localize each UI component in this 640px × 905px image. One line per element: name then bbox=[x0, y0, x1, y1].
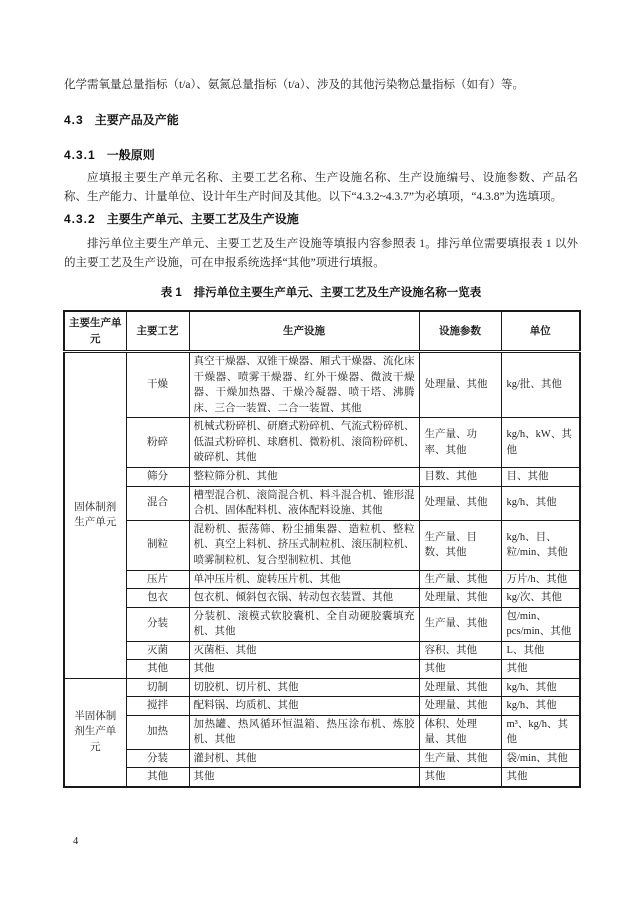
cell-process: 其他 bbox=[126, 768, 189, 787]
cell-equipment: 加热罐、热风循环恒温箱、热压涂布机、炼胶机、其他 bbox=[189, 715, 419, 749]
cell-params: 体积、处理量、其他 bbox=[419, 715, 501, 749]
cell-unit: kg/h、目、粒/min、其他 bbox=[501, 520, 580, 570]
cell-equipment: 槽型混合机、滚筒混合机、料斗混合机、锥形混合机、固体配料机、液体配料设施、其他 bbox=[189, 486, 419, 520]
cell-unit: kg/次、其他 bbox=[501, 589, 580, 608]
table-row bbox=[64, 589, 580, 608]
cell-params: 其他 bbox=[419, 660, 501, 679]
cell-production-unit: 半固体制剂生产单元 bbox=[64, 678, 126, 787]
heading-4-3-1 bbox=[64, 147, 578, 163]
heading-4-3-1-title: 一般原则 bbox=[106, 148, 155, 162]
cell-process: 分装 bbox=[126, 607, 189, 641]
cell-equipment: 包衣机、倾斜包衣锅、转动包衣装置、其他 bbox=[189, 589, 419, 608]
heading-4-3-1-number: 4.3.1 bbox=[64, 148, 96, 162]
column-header-process: 主要工艺 bbox=[126, 311, 189, 352]
cell-params: 处理量、其他 bbox=[419, 678, 501, 697]
cell-equipment: 灭菌柜、其他 bbox=[189, 641, 419, 660]
cell-production-unit: 固体制剂生产单元 bbox=[64, 352, 126, 679]
heading-4-3-number: 4.3 bbox=[64, 113, 84, 127]
cell-process: 制粒 bbox=[126, 520, 189, 570]
cell-equipment: 灌封机、其他 bbox=[189, 749, 419, 768]
cell-process: 灭菌 bbox=[126, 641, 189, 660]
cell-unit: 目、其他 bbox=[501, 468, 580, 487]
heading-4-3-title: 主要产品及产能 bbox=[94, 113, 179, 127]
cell-process: 包衣 bbox=[126, 589, 189, 608]
cell-equipment: 其他 bbox=[189, 660, 419, 679]
paragraph-4-3-2: 排污单位主要生产单元、主要工艺及生产设施等填报内容参照表 1。排污单位需要填报表 1 以外的主要工艺及生产设施，可在申报系统选择“其他”项进行填报。 bbox=[64, 238, 578, 269]
cell-process: 筛分 bbox=[126, 468, 189, 487]
table-caption-label: 表 1 bbox=[160, 287, 182, 299]
heading-4-3-2-number: 4.3.2 bbox=[64, 212, 96, 226]
cell-unit: m³、kg/h、其他 bbox=[501, 715, 580, 749]
table-caption bbox=[64, 285, 578, 301]
page-number: 4 bbox=[73, 836, 79, 847]
cell-params: 其他 bbox=[419, 768, 501, 787]
cell-unit: L、其他 bbox=[501, 641, 580, 660]
cell-equipment: 切胶机、切片机、其他 bbox=[189, 678, 419, 697]
cell-equipment: 其他 bbox=[189, 768, 419, 787]
cell-process: 混合 bbox=[126, 486, 189, 520]
cell-process: 分装 bbox=[126, 749, 189, 768]
table-row bbox=[64, 749, 580, 768]
paragraph-4-3-1: 应填报主要生产单元名称、主要工艺名称、生产设施名称、生产设施编号、设施参数、产品名称、生产能力、计量单位、设计年生产时间及其他。以下“4.3.2~4.3.7”为必填项，“4.3.8”为选填项。 bbox=[64, 172, 578, 203]
cell-unit: kg/h、其他 bbox=[501, 697, 580, 716]
cell-equipment: 单冲压片机、旋转压片机、其他 bbox=[189, 570, 419, 589]
cell-equipment: 机械式粉碎机、研磨式粉碎机、气流式粉碎机、低温式粉碎机、球磨机、微粉机、滚筒粉碎机、破碎机、其他 bbox=[189, 418, 419, 468]
cell-unit: kg/h、其他 bbox=[501, 486, 580, 520]
table-caption-title: 排污单位主要生产单元、主要工艺及生产设施名称一览表 bbox=[193, 287, 482, 299]
intro-paragraph: 化学需氧量总量指标（t/a）、氨氮总量指标（t/a）、涉及的其他污染物总量指标（如有）等。 bbox=[64, 79, 524, 91]
cell-unit: kg/h、kW、其他 bbox=[501, 418, 580, 468]
cell-equipment: 混粉机、振荡筛、粉尘捕集器、造粒机、整粒机、真空上料机、挤压式制粒机、滚压制粒机、喷雾制粒机、复合型制粒机、其他 bbox=[189, 520, 419, 570]
cell-params: 处理量、其他 bbox=[419, 352, 501, 418]
cell-process: 加热 bbox=[126, 715, 189, 749]
production-units-table bbox=[63, 310, 581, 788]
table-row bbox=[64, 678, 580, 697]
cell-unit: 万片/h、其他 bbox=[501, 570, 580, 589]
table-header-row bbox=[64, 311, 580, 352]
cell-equipment: 整粒筛分机、其他 bbox=[189, 468, 419, 487]
cell-process: 切制 bbox=[126, 678, 189, 697]
cell-params: 生产量、其他 bbox=[419, 749, 501, 768]
table-row bbox=[64, 352, 580, 418]
cell-params: 生产量、功率、其他 bbox=[419, 418, 501, 468]
heading-4-3 bbox=[64, 112, 578, 128]
cell-params: 目数、其他 bbox=[419, 468, 501, 487]
heading-4-3-2 bbox=[64, 211, 578, 227]
table-row bbox=[64, 520, 580, 570]
column-header-unit: 单位 bbox=[501, 311, 580, 352]
column-header-equipment: 生产设施 bbox=[189, 311, 419, 352]
table-row bbox=[64, 715, 580, 749]
cell-unit: kg/批、其他 bbox=[501, 352, 580, 418]
cell-process: 搅拌 bbox=[126, 697, 189, 716]
cell-process: 其他 bbox=[126, 660, 189, 679]
cell-unit: 其他 bbox=[501, 768, 580, 787]
cell-params: 生产量、其他 bbox=[419, 607, 501, 641]
cell-process: 粉碎 bbox=[126, 418, 189, 468]
table-row bbox=[64, 486, 580, 520]
table-row bbox=[64, 697, 580, 716]
table-row bbox=[64, 641, 580, 660]
cell-params: 生产量、其他 bbox=[419, 570, 501, 589]
cell-params: 处理量、其他 bbox=[419, 697, 501, 716]
cell-params: 处理量、其他 bbox=[419, 486, 501, 520]
cell-params: 处理量、其他 bbox=[419, 589, 501, 608]
cell-unit: 包/min、pcs/min、其他 bbox=[501, 607, 580, 641]
cell-process: 压片 bbox=[126, 570, 189, 589]
table-row bbox=[64, 768, 580, 787]
column-header-main-unit: 主要生产单元 bbox=[64, 311, 126, 352]
heading-4-3-2-title: 主要生产单元、主要工艺及生产设施 bbox=[106, 212, 299, 226]
cell-process: 干燥 bbox=[126, 352, 189, 418]
cell-params: 生产量、目数、其他 bbox=[419, 520, 501, 570]
cell-unit: 袋/min、其他 bbox=[501, 749, 580, 768]
table-row bbox=[64, 607, 580, 641]
column-header-params: 设施参数 bbox=[419, 311, 501, 352]
cell-equipment: 配料锅、均质机、其他 bbox=[189, 697, 419, 716]
cell-equipment: 真空干燥器、双锥干燥器、厢式干燥器、流化床干燥器、喷雾干燥器、红外干燥器、微波干燥器、干燥加热器、干燥冷凝器、喷干塔、沸腾床、三合一装置、二合一装置、其他 bbox=[189, 352, 419, 418]
cell-unit: kg/h、其他 bbox=[501, 678, 580, 697]
table-row bbox=[64, 468, 580, 487]
cell-params: 容积、其他 bbox=[419, 641, 501, 660]
table-row bbox=[64, 660, 580, 679]
table-row bbox=[64, 570, 580, 589]
cell-equipment: 分装机、滚模式软胶囊机、全自动硬胶囊填充机、其他 bbox=[189, 607, 419, 641]
table-row bbox=[64, 418, 580, 468]
cell-unit: 其他 bbox=[501, 660, 580, 679]
